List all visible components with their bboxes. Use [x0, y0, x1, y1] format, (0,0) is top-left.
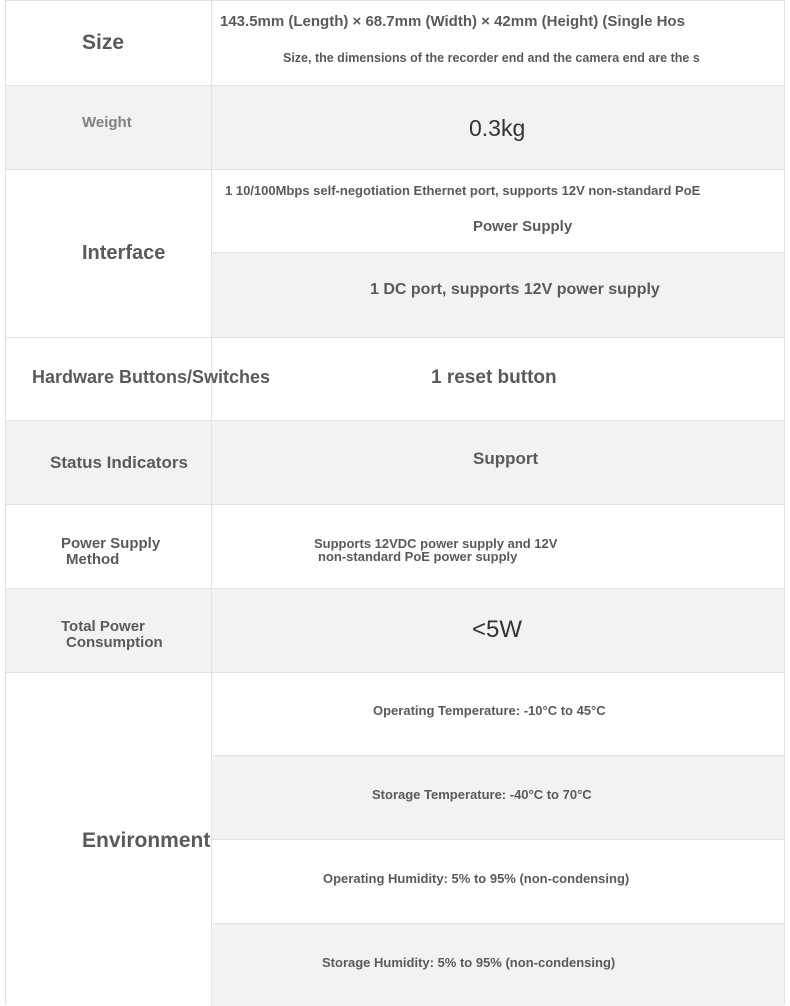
spec-label-environment: Environment [82, 829, 211, 852]
spec-value-size-line1: 143.5mm (Length) × 68.7mm (Width) × 42mm (Height) (Single Hos [220, 13, 685, 30]
spec-label-interface: Interface [82, 242, 166, 264]
spec-label-weight: Weight [82, 114, 132, 131]
spec-row-interface [6, 170, 784, 338]
spec-value-storage-humidity: Storage Humidity: 5% to 95% (non-condensing) [322, 955, 616, 970]
spec-value-status-indicators: Support [473, 449, 539, 468]
spec-row-weight [6, 86, 784, 170]
spec-value-interface-dc: 1 DC port, supports 12V power supply [370, 281, 660, 298]
spec-row-size [6, 1, 784, 86]
spec-value-power-supply-line2: non-standard PoE power supply [318, 549, 518, 564]
spec-row-hardware-buttons [6, 338, 784, 421]
spec-label-power-supply-line1: Power Supply [61, 535, 161, 552]
spec-value-total-power: <5W [472, 616, 523, 643]
spec-row-power-supply-method [6, 505, 784, 589]
spec-value-operating-humidity: Operating Humidity: 5% to 95% (non-condensing) [323, 871, 630, 886]
spec-value-operating-temperature: Operating Temperature: -10°C to 45°C [373, 703, 606, 718]
spec-value-size-line2: Size, the dimensions of the recorder end and the camera end are the s [283, 51, 700, 65]
spec-row-total-power [6, 589, 784, 673]
spec-value-power-supply-line1: Supports 12VDC power supply and 12V [314, 536, 558, 551]
spec-value-hardware-buttons: 1 reset button [431, 367, 557, 388]
spec-value-weight: 0.3kg [469, 115, 526, 141]
spec-table [5, 0, 785, 1005]
spec-label-total-power-line1: Total Power [61, 618, 145, 635]
spec-value-interface-line1: 1 10/100Mbps self-negotiation Ethernet port, supports 12V non-standard PoE [225, 183, 701, 198]
spec-label-total-power-line2: Consumption [66, 634, 163, 651]
spec-label-hardware-buttons: Hardware Buttons/Switches [32, 367, 271, 387]
spec-value-storage-temperature: Storage Temperature: -40°C to 70°C [372, 787, 592, 802]
spec-row-environment [6, 673, 784, 1006]
spec-value-interface-line2: Power Supply [473, 218, 573, 235]
spec-row-status-indicators [6, 421, 784, 505]
spec-label-status-indicators: Status Indicators [50, 453, 188, 472]
spec-label-size: Size [82, 31, 125, 54]
spec-label-power-supply-line2: Method [66, 551, 120, 568]
